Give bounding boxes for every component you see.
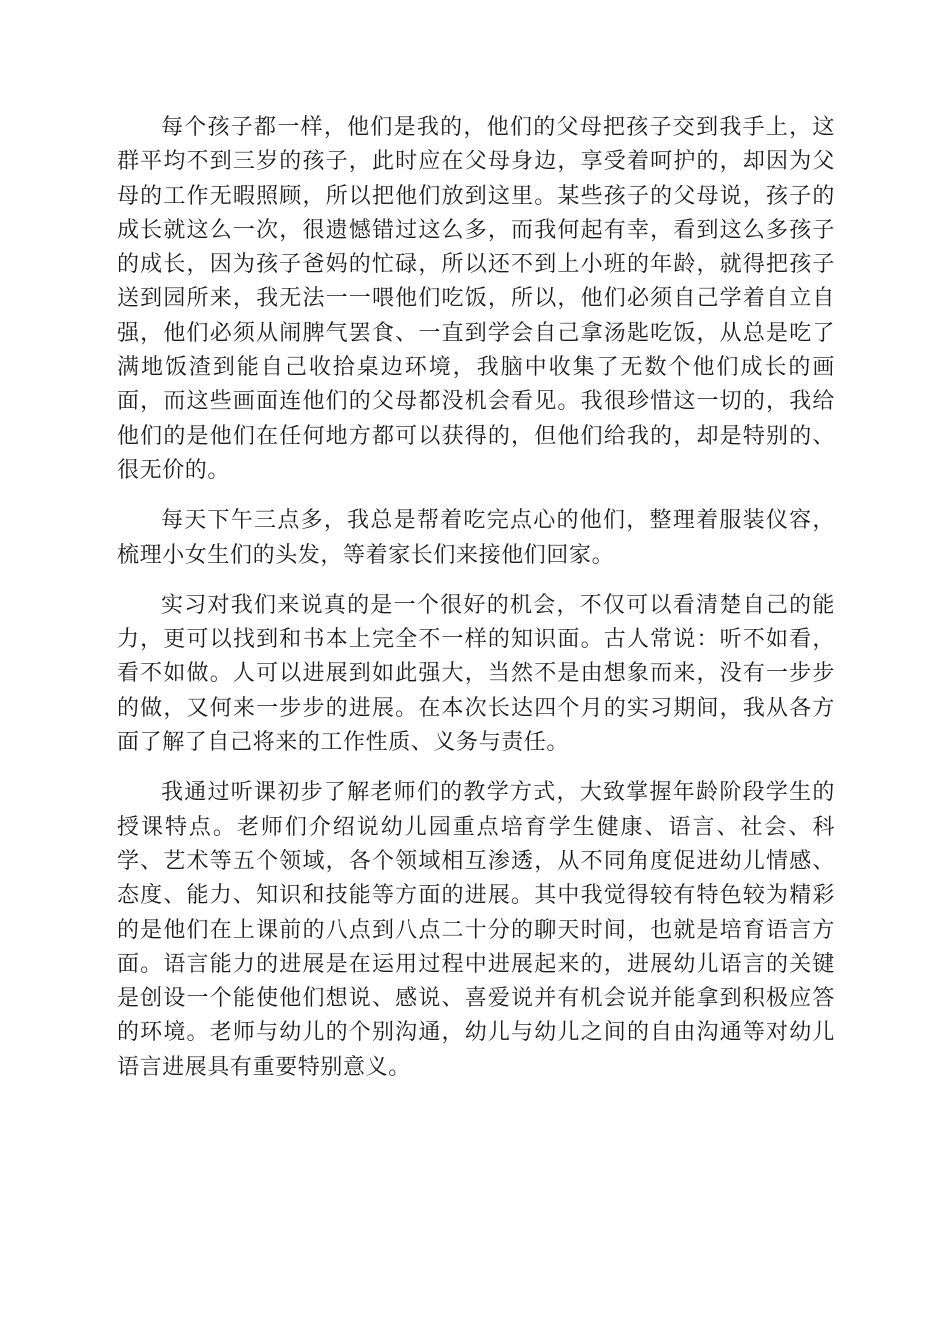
paragraph-3: 实习对我们来说真的是一个很好的机会，不仅可以看清楚自己的能力，更可以找到和书本上完全不一样的知识面。古人常说：听不如看，看不如做。人可以进展到如此强大，当然不是由想象而来，没有一步步的做，又何来一步步的进展。在本次长达四个月的实习期间，我从各方面了解了自己将来的工作性质、义务与责任。 [117,592,835,756]
paragraph-1: 每个孩子都一样，他们是我的，他们的父母把孩子交到我手上，这群平均不到三岁的孩子，此时应在父母身边，享受着呵护的，却因为父母的工作无暇照顾，所以把他们放到这里。某些孩子的父母说，孩子的成长就这么一次，很遗憾错过这么多，而我何起有幸，看到这么多孩子的成长，因为孩子爸妈的忙碌，所以还不到上小班的年龄，就得把孩子送到园所来，我无法一一喂他们吃饭，所以，他们必须自己学着自立自强，他们必须从闹脾气罢食、一直到学会自己拿汤匙吃饭，从总是吃了满地饭渣到能自己收拾桌边环境，我脑中收集了无数个他们成长的画面，而这些画面连他们的父母都没机会看见。我很珍惜这一切的，我给他们的是他们在任何地方都可以获得的，但他们给我的，却是特别的、很无价的。 [117,115,835,483]
paragraph-4: 我通过听课初步了解老师们的教学方式，大致掌握年龄阶段学生的授课特点。老师们介绍说幼儿园重点培育学生健康、语言、社会、科学、艺术等五个领域，各个领域相互渗透，从不同角度促进幼儿情感、态度、能力、知识和技能等方面的进展。其中我觉得较有特色较为精彩的是他们在上课前的八点到八点二十分的聊天时间，也就是培育语言方面。语言能力的进展是在运用过程中进展起来的，进展幼儿语言的关键是创设一个能使他们想说、感说、喜爱说并有机会说并能拿到积极应答的环境。老师与幼儿的个别沟通，幼儿与幼儿之间的自由沟通等对幼儿语言进展具有重要特别意义。 [117,780,835,1080]
paragraph-2: 每天下午三点多，我总是帮着吃完点心的他们，整理着服装仪容，梳理小女生们的头发，等着家长们来接他们回家。 [117,508,835,568]
document-body [117,111,835,1101]
